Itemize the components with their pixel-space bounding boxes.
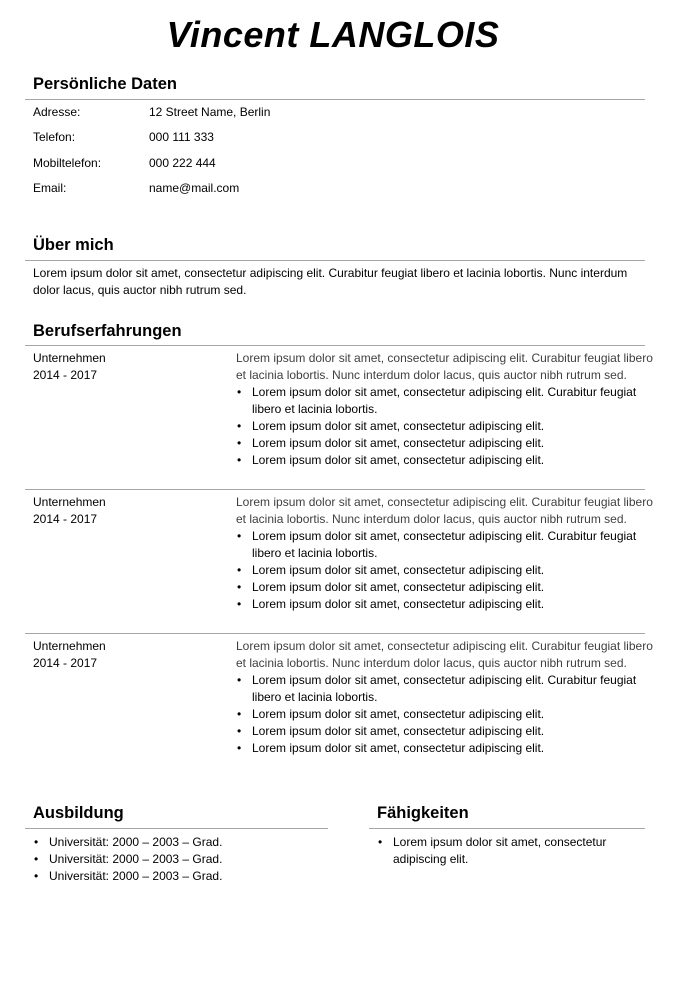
section-title-experience: Berufserfahrungen bbox=[33, 322, 182, 340]
job-bullet: • Lorem ipsum dolor sit amet, consectetur adipiscing elit. bbox=[236, 579, 661, 596]
education-item: • Universität: 2000 – 2003 – Grad. bbox=[33, 834, 323, 851]
job-entry bbox=[33, 350, 653, 488]
section-title-education: Ausbildung bbox=[33, 804, 124, 822]
personal-value: name@mail.com bbox=[149, 181, 240, 195]
personal-label: Adresse: bbox=[33, 105, 81, 119]
personal-label: Email: bbox=[33, 181, 67, 195]
job-bullet: • Lorem ipsum dolor sit amet, consectetur adipiscing elit. Curabitur feugiat libero et lacinia lobortis. bbox=[236, 672, 661, 706]
job-bullet: • Lorem ipsum dolor sit amet, consectetur adipiscing elit. bbox=[236, 418, 661, 435]
job-entry bbox=[33, 638, 653, 776]
personal-value: 000 222 444 bbox=[149, 156, 216, 170]
job-bullet: • Lorem ipsum dolor sit amet, consectetur adipiscing elit. bbox=[236, 452, 661, 469]
job-divider bbox=[25, 633, 645, 634]
job-bullet: • Lorem ipsum dolor sit amet, consectetur adipiscing elit. bbox=[236, 435, 661, 452]
section-title-skills: Fähigkeiten bbox=[377, 804, 469, 822]
job-bullet-list bbox=[236, 384, 661, 469]
job-bullet: • Lorem ipsum dolor sit amet, consectetur adipiscing elit. bbox=[236, 706, 661, 723]
about-text: Lorem ipsum dolor sit amet, consectetur adipiscing elit. Curabitur feugiat libero et lacinia lobortis. Nunc interdum dolor lacus, quis auctor nibh rutrum sed. bbox=[33, 266, 628, 297]
job-details bbox=[236, 638, 661, 757]
job-company: Unternehmen bbox=[33, 495, 106, 509]
personal-row-phone bbox=[33, 129, 214, 146]
education-list-container bbox=[33, 834, 323, 885]
job-bullet: • Lorem ipsum dolor sit amet, consectetur adipiscing elit. bbox=[236, 562, 661, 579]
job-company: Unternehmen bbox=[33, 351, 106, 365]
job-details bbox=[236, 350, 661, 469]
job-bullet: • Lorem ipsum dolor sit amet, consectetur adipiscing elit. Curabitur feugiat libero et lacinia lobortis. bbox=[236, 384, 661, 418]
section-divider bbox=[25, 828, 328, 829]
section-title-about: Über mich bbox=[33, 236, 114, 254]
job-bullet: • Lorem ipsum dolor sit amet, consectetur adipiscing elit. bbox=[236, 723, 661, 740]
job-company: Unternehmen bbox=[33, 639, 106, 653]
job-meta bbox=[33, 638, 223, 672]
job-bullet-list bbox=[236, 672, 661, 757]
personal-label: Mobiltelefon: bbox=[33, 156, 102, 170]
job-bullet: • Lorem ipsum dolor sit amet, consectetur adipiscing elit. bbox=[236, 596, 661, 613]
section-divider bbox=[25, 99, 645, 100]
section-title-personal: Persönliche Daten bbox=[33, 75, 177, 93]
job-dates: 2014 - 2017 bbox=[33, 512, 98, 526]
section-divider bbox=[369, 828, 645, 829]
education-item: • Universität: 2000 – 2003 – Grad. bbox=[33, 851, 323, 868]
candidate-name: Vincent LANGLOIS bbox=[166, 14, 500, 55]
skills-list bbox=[377, 834, 647, 868]
skills-list-container bbox=[377, 834, 647, 868]
education-item: • Universität: 2000 – 2003 – Grad. bbox=[33, 868, 323, 885]
job-entry bbox=[33, 494, 653, 632]
job-dates: 2014 - 2017 bbox=[33, 368, 98, 382]
job-divider bbox=[25, 489, 645, 490]
job-dates: 2014 - 2017 bbox=[33, 656, 98, 670]
personal-row-mobile bbox=[33, 155, 216, 172]
job-details bbox=[236, 494, 661, 613]
job-bullet-list bbox=[236, 528, 661, 613]
section-divider bbox=[25, 345, 645, 346]
education-list bbox=[33, 834, 323, 885]
skill-item: • Lorem ipsum dolor sit amet, consectetur adipiscing elit. bbox=[377, 834, 647, 868]
job-summary: Lorem ipsum dolor sit amet, consectetur adipiscing elit. Curabitur feugiat libero et lacinia lobortis. Nunc interdum dolor lacus, quis auctor nibh rutrum sed. bbox=[236, 351, 653, 382]
job-summary: Lorem ipsum dolor sit amet, consectetur adipiscing elit. Curabitur feugiat libero et lacinia lobortis. Nunc interdum dolor lacus, quis auctor nibh rutrum sed. bbox=[236, 495, 653, 526]
job-bullet: • Lorem ipsum dolor sit amet, consectetur adipiscing elit. Curabitur feugiat libero et lacinia lobortis. bbox=[236, 528, 661, 562]
personal-value: 000 111 333 bbox=[149, 130, 214, 144]
section-divider bbox=[25, 260, 645, 261]
job-summary: Lorem ipsum dolor sit amet, consectetur adipiscing elit. Curabitur feugiat libero et lacinia lobortis. Nunc interdum dolor lacus, quis auctor nibh rutrum sed. bbox=[236, 639, 653, 670]
personal-value: 12 Street Name, Berlin bbox=[149, 105, 271, 119]
job-bullet: • Lorem ipsum dolor sit amet, consectetur adipiscing elit. bbox=[236, 740, 661, 757]
job-meta bbox=[33, 350, 223, 384]
personal-label: Telefon: bbox=[33, 130, 76, 144]
personal-row-address bbox=[33, 104, 270, 121]
job-meta bbox=[33, 494, 223, 528]
personal-row-email bbox=[33, 180, 239, 197]
